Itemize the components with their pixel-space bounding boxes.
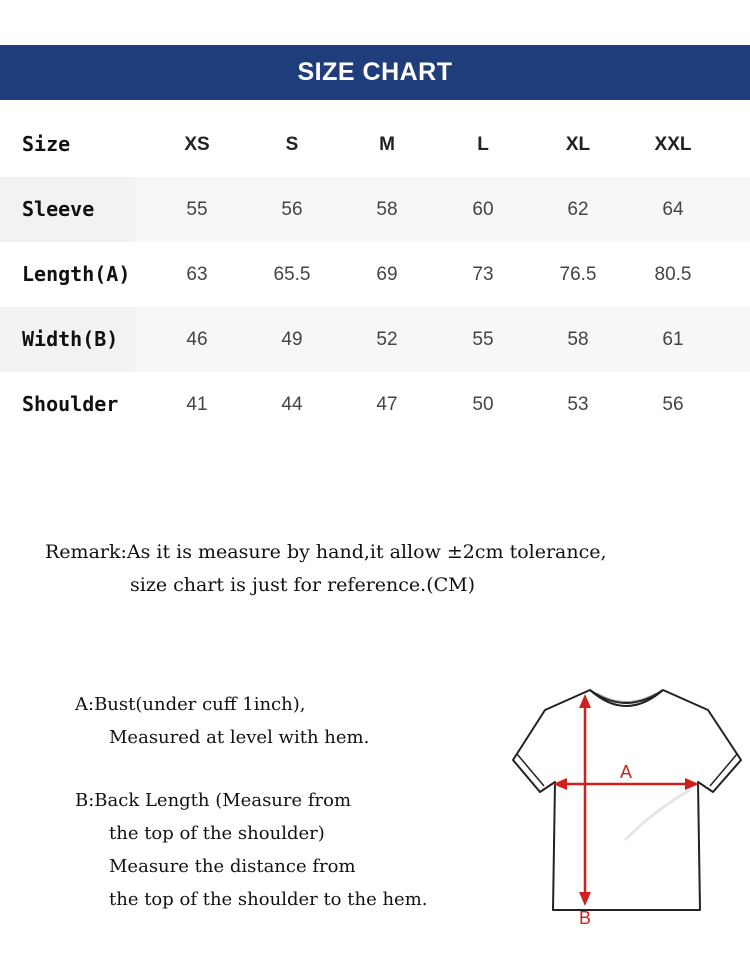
size-xs: XS [184, 134, 210, 155]
tshirt-diagram [505, 670, 750, 930]
table-cell: 46 [186, 329, 208, 350]
table-cell: 56 [281, 199, 303, 220]
table-cell: 58 [567, 329, 589, 350]
table-cell: 69 [376, 264, 398, 285]
label-a: A [619, 762, 633, 782]
remark-line-2: size chart is just for reference.(CM) [130, 574, 476, 596]
table-cell: 65.5 [273, 264, 311, 285]
size-s: S [285, 134, 299, 155]
note-a-line-2: Measured at level with hem. [109, 727, 370, 748]
size-chart-banner [0, 45, 750, 100]
table-cell: 64 [662, 199, 684, 220]
table-row-shoulder [0, 372, 750, 437]
row-label-width: Width(B) [22, 327, 119, 351]
table-row-sleeve [0, 177, 750, 242]
table-header-row [0, 112, 750, 177]
note-b-line-1: B:Back Length (Measure from [75, 790, 352, 811]
header-label: Size [22, 132, 71, 156]
table-cell: 63 [186, 264, 208, 285]
table-cell: 52 [376, 329, 398, 350]
table-cell: 49 [281, 329, 303, 350]
tshirt-outline [513, 690, 741, 910]
table-cell: 50 [472, 394, 494, 415]
table-cell: 44 [281, 394, 303, 415]
table-cell: 47 [376, 394, 398, 415]
banner-title: SIZE CHART [297, 58, 453, 86]
table-cell: 73 [472, 264, 494, 285]
size-table [0, 112, 750, 437]
table-cell: 56 [662, 394, 684, 415]
row-label-shoulder: Shoulder [22, 392, 119, 416]
table-cell: 55 [186, 199, 208, 220]
note-b-line-2: the top of the shoulder) [109, 823, 325, 844]
table-row-length [0, 242, 750, 307]
table-cell: 41 [186, 394, 208, 415]
note-a-line-1: A:Bust(under cuff 1inch), [75, 694, 306, 715]
row-label-sleeve: Sleeve [22, 197, 95, 221]
table-cell: 76.5 [559, 264, 597, 285]
remark-line-1: Remark:As it is measure by hand,it allow ±2cm tolerance, [45, 541, 607, 563]
size-xl: XL [565, 134, 591, 155]
table-cell: 60 [472, 199, 494, 220]
table-cell: 61 [662, 329, 684, 350]
note-b-line-3: Measure the distance from [109, 856, 356, 877]
remark-text [45, 536, 745, 602]
table-cell: 80.5 [654, 264, 692, 285]
table-cell: 55 [472, 329, 494, 350]
note-b-line-4: the top of the shoulder to the hem. [109, 889, 428, 910]
label-b: B [578, 908, 592, 928]
note-a [75, 688, 515, 754]
size-m: M [379, 134, 395, 155]
row-label-length: Length(A) [22, 262, 131, 286]
size-l: L [477, 134, 489, 155]
size-xxl: XXL [654, 134, 692, 155]
table-cell: 62 [567, 199, 589, 220]
measurement-notes [75, 688, 515, 946]
table-cell: 58 [376, 199, 398, 220]
note-b [75, 784, 515, 916]
table-row-width [0, 307, 750, 372]
table-cell: 53 [567, 394, 589, 415]
